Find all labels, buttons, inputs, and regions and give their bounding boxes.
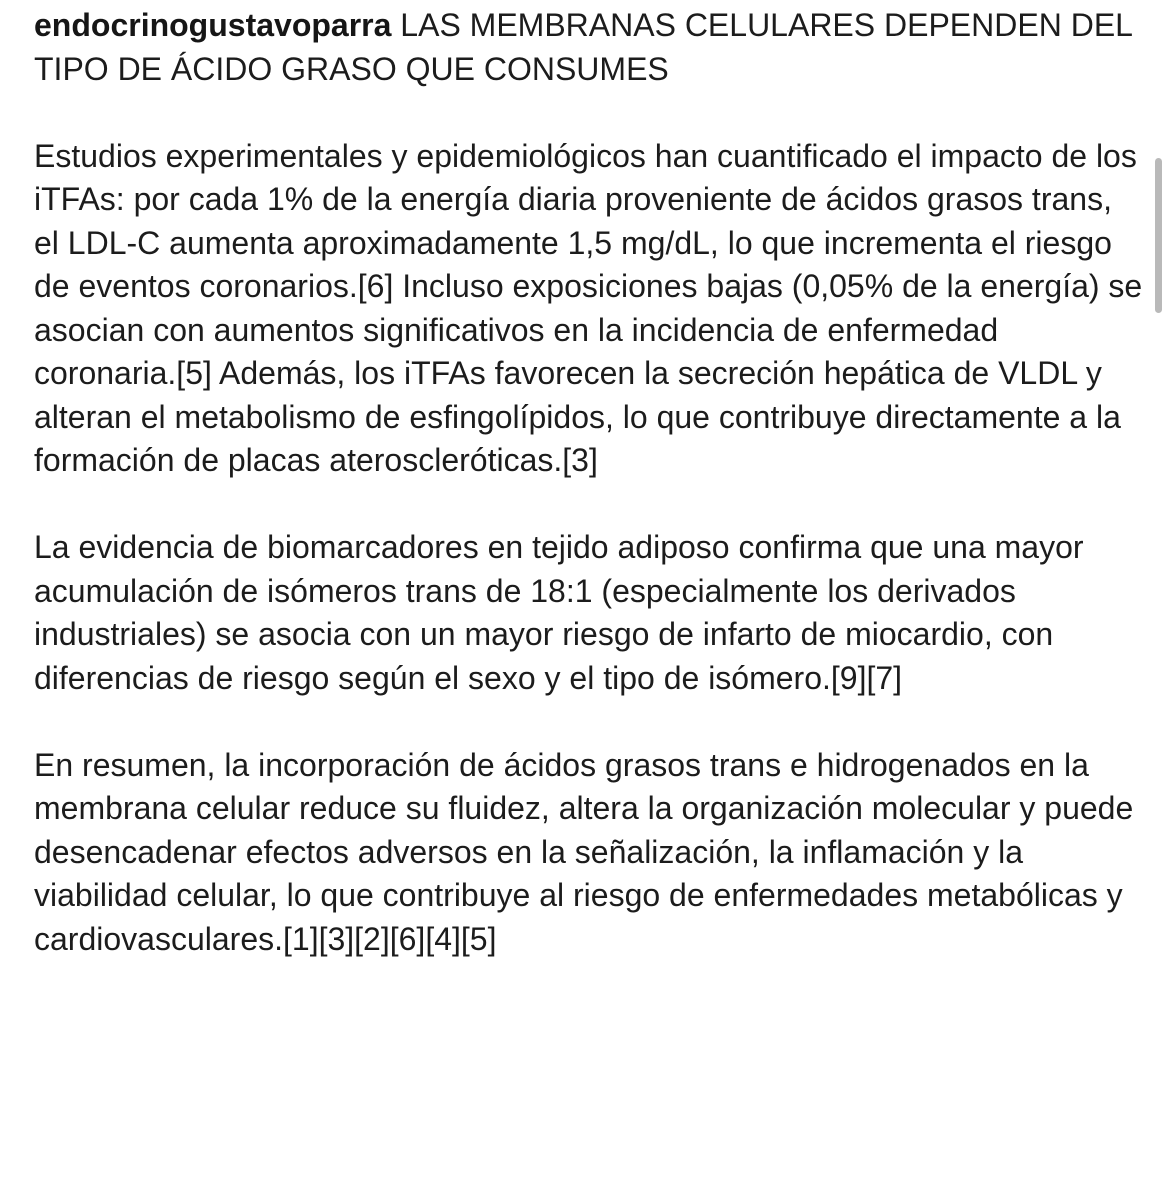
post-title: LAS MEMBRANAS CELULARES DEPENDEN DEL TIPO DE ÁCIDO GRASO QUE CONSUMES xyxy=(34,7,1132,87)
caption-paragraph: Estudios experimentales y epidemiológicos han cuantificado el impacto de los iTFAs: por cada 1% de la energía diaria proveniente de ácidos grasos trans, el LDL-C aumenta aproximadamente 1,5 mg/dL, lo que incrementa el riesgo de eventos coronarios.[6] Incluso exposiciones bajas (0,05% de la energía) se asocian con aumentos significativos en la incidencia de enfermedad coronaria.[5] Además, los iTFAs favorecen la secreción hepática de VLDL y alteran el metabolismo de esfingolípidos, lo que contribuye directamente a la formación de placas ateroscleróticas.[3] xyxy=(34,137,1143,478)
caption-paragraph: En resumen, la incorporación de ácidos grasos trans e hidrogenados en la membrana celular reduce su fluidez, altera la organización molecular y puede desencadenar efectos adversos en la señalización, la inflamación y la viabilidad celular, lo que contribuye al riesgo de enfermedades metabólicas y cardiovasculares.[1][3][2][6][4][5] xyxy=(34,746,1134,957)
post-caption xyxy=(34,4,1144,961)
caption-heading xyxy=(34,4,1144,91)
scrollbar-thumb[interactable] xyxy=(1155,158,1162,313)
username-link[interactable]: endocrinogustavoparra xyxy=(34,7,392,43)
caption-paragraph: La evidencia de biomarcadores en tejido adiposo confirma que una mayor acumulación de isómeros trans de 18:1 (especialmente los derivados industriales) se asocia con un mayor riesgo de infarto de miocardio, con diferencias de riesgo según el sexo y el tipo de isómero.[9][7] xyxy=(34,529,1084,696)
